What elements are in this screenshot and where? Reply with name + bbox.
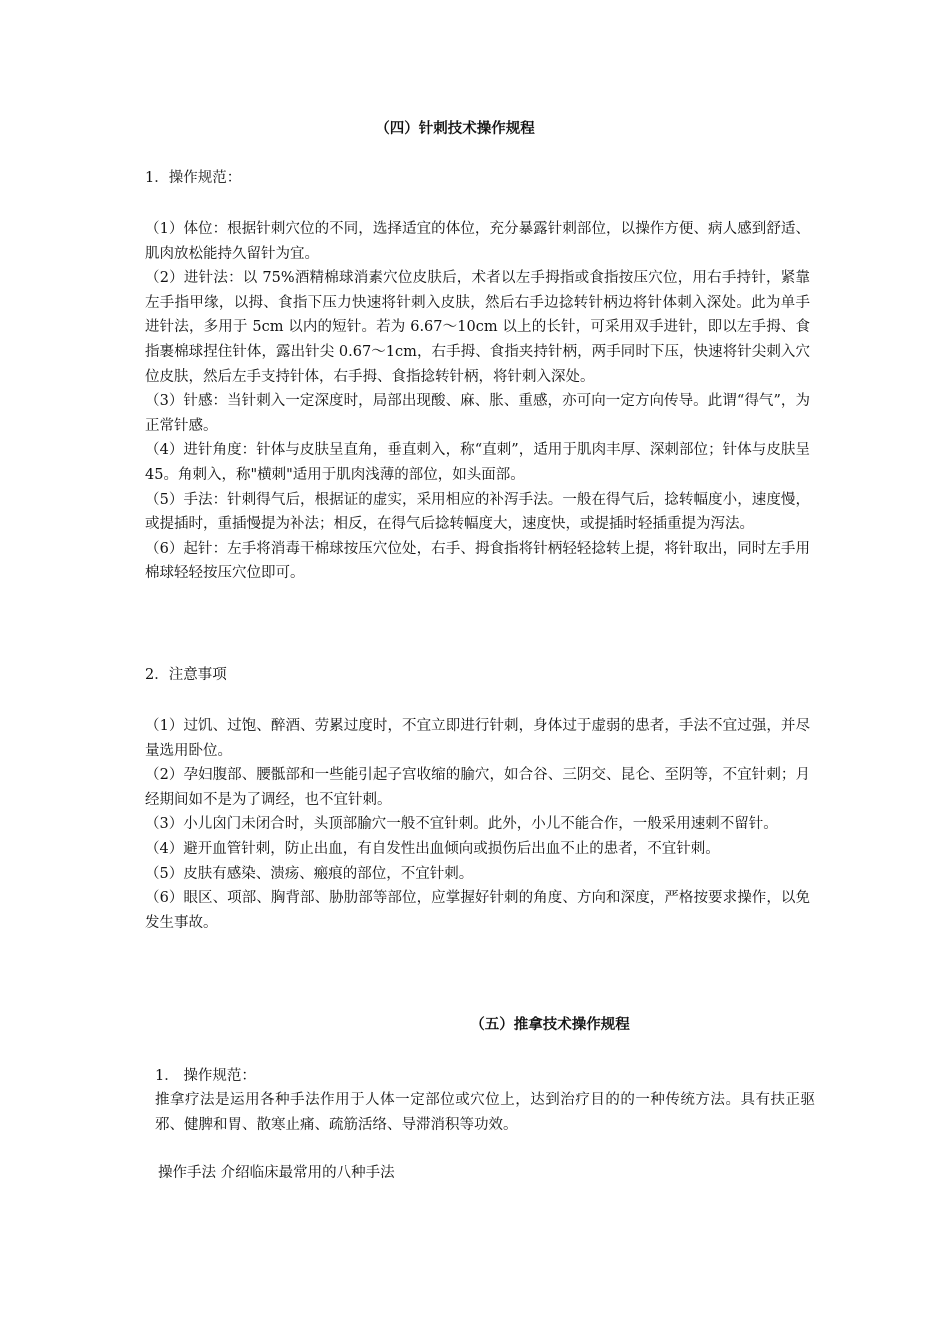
operation-item-needle-sensation: （3）针感：当针刺入一定深度时，局部出现酸、麻、胀、重感，亦可向一定方向传导。此谓“得气”，为正常针感。 [145,393,810,434]
operation-item-posture: （1）体位：根据针刺穴位的不同，选择适宜的体位，充分暴露针刺部位，以操作方便、病人感到舒适、肌肉放松能持久留针为宜。 [145,221,810,262]
section4-precautions-list [145,714,810,935]
massage-intro-text: 推拿疗法是运用各种手法作用于人体一定部位或穴位上，达到治疗目的的一种传统方法。具有扶正驱邪、健脾和胃、散寒止痛、疏筋活络、导滞消积等功效。 [155,1092,815,1133]
section4-operation-list [145,217,810,586]
precaution-item-skin: （5）皮肤有感染、溃疡、瘢痕的部位，不宜针刺。 [145,865,474,882]
section5-title: （五）推拿技术操作规程 [470,1016,630,1033]
precaution-item-sensitive-areas: （6）眼区、项部、胸背部、胁肋部等部位，应掌握好针刺的角度、方向和深度，严格按要求操作，以免发生事故。 [145,890,810,931]
section4-title: （四）针刺技术操作规程 [375,120,535,137]
precaution-item-blood-vessels: （4）避开血管针刺，防止出血，有自发性出血倾向或损伤后出血不止的患者，不宜针刺。 [145,840,720,857]
section5-heading-operation: 1． 操作规范： [155,1068,256,1084]
precaution-item-hunger: （1）过饥、过饱、醉酒、劳累过度时，不宜立即进行针刺，身体过于虚弱的患者，手法不宜过强，并尽量选用卧位。 [145,718,810,759]
operation-item-needle-withdrawal: （6）起针：左手将消毒干棉球按压穴位处，右手、拇食指将针柄轻轻捻转上提，将针取出，同时左手用棉球轻轻按压穴位即可。 [145,540,810,582]
precaution-item-children: （3）小儿囟门未闭合时，头顶部腧穴一般不宜针刺。此外，小儿不能合作，一般采用速刺不留针。 [145,816,778,833]
operation-item-insertion-angle: （4）进针角度：针体与皮肤呈直角，垂直刺入，称“直刺”，适用于肌肉丰厚、深刺部位；针体与皮肤呈 45。角刺入，称"横刺"适用于肌肉浅薄的部位，如头面部。 [145,442,810,483]
section5-intro [155,1088,815,1137]
precaution-item-pregnancy: （2）孕妇腹部、腰骶部和一些能引起子宫收缩的腧穴，如合谷、三阴交、昆仑、至阴等，不宜针刺；月经期间如不是为了调经，也不宜针刺。 [145,767,810,808]
section4-heading-precautions: 2．注意事项 [145,667,227,683]
operation-item-needle-insertion: （2）进针法：以 75%酒精棉球消素穴位皮肤后，术者以左手拇指或食指按压穴位，用右手持针，紧靠左手指甲缘，以拇、食指下压力快速将针刺入皮肤，然后右手边捻转针柄边将针体刺入深处。此为单手进针法，多用于 5cm 以内的短针。若为 6.67～10cm 以上的长针，可采用双手进针，即以左手拇、食指裹棉球捏住针体，露出针尖 0.67～1cm，右手拇、食指夹持针柄，两手同时下压，快速将针尖刺入穴位皮肤，然后左手支持针体，右手拇、食指捻转针柄，将针刺入深处。 [145,270,810,385]
section5-methods-line: 操作手法 介绍临床最常用的八种手法 [158,1165,395,1181]
section4-heading-operation: 1．操作规范： [145,170,242,186]
operation-item-technique: （5）手法：针刺得气后，根据证的虚实，采用相应的补泻手法。一般在得气后，捻转幅度小，速度慢，或提插时，重插慢提为补法；相反，在得气后捻转幅度大，速度快，或提插时轻插重提为泻法。 [145,491,810,533]
